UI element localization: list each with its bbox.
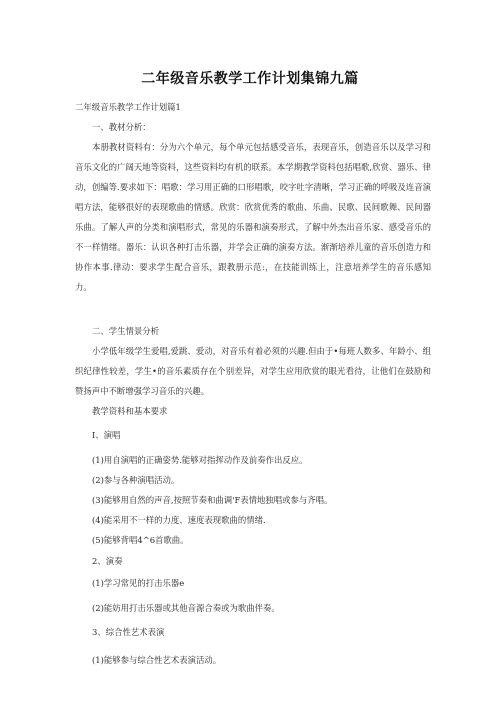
section3-heading: 教学资料和基本要求: [92, 406, 168, 416]
document-title: 二年级音乐教学工作计划集锦九篇: [141, 71, 359, 87]
section1-heading: 一、教材分析：: [92, 122, 151, 132]
sub2-heading: 2、演奏: [92, 556, 123, 566]
sub3-heading: 3、综合性艺术表演: [92, 627, 165, 637]
section1-body: 本册教材资料有：分为六个单元，每个单元包括感受音乐，表现音乐，创造音乐以及学习和音乐文化的广阔天地等资料，这些资料均有机的联系。本学期教学资料包括唱歌,欣赏、器乐、律动，创编等.要求如下：唱歌：学习用正确的口形唱歌，咬字吐字清晰，学习正确的呼吸及连音演唱方法，能够很好的表现歌曲的情感。欣赏：欣赏优秀的歌曲、乐曲、民歌、民间歌舞、民间器乐曲。了解人声的分类和演唱形式，常见的乐器和演奏形式，了解中外杰出音乐家、感受音乐的不一样情绪。器乐：认识各种打击乐器，并学会正确的演奏方法。渐渐培养儿童的音乐创造力和协作本事.律动：要求学生配合音乐，跟教册示范:，在技能训练上，注意培养学生的音乐感知力。: [75, 142, 431, 292]
sub2-item: (2)能妨用打击乐器或其他音源合奏或为歌曲伴奏。: [92, 603, 280, 613]
sub1-item: (2)参与各种演唱活动。: [92, 475, 180, 485]
sub1-item: (3)能够用自然的声音,按照节奏和曲调'F表情地独唱或参与齐唱。: [92, 495, 333, 505]
sub2-item: (1)学习常见的打击乐器e: [92, 578, 185, 588]
sub1-item: (4)能采用不一样的力度、速度表现歌曲的情绪.: [92, 515, 266, 525]
section2-body: 小学低年级学生爱唱,爱跳、爱动，对音乐有着必须的兴趣.但由于•每班人数多、年龄小、组织纪律性较差，学生•的音乐素质存在个别差异，对学生应用欣赏的眼光看待，让他们在鼓励和赞扬声中不断增强学习音乐的兴趣。: [75, 346, 431, 396]
sub3-item: (1)能够参与综合性艺术表演活动。: [92, 655, 222, 665]
sub1-item: (5)能够背唱4^6首歌曲。: [92, 535, 189, 545]
sub1-item: (1)用自演唱的正确姿势.能够对指挥动作及前奏作出反应。: [92, 455, 308, 465]
document-subtitle: 二年级音乐教学工作计划篇1: [75, 102, 181, 112]
sub1-heading: I、演唱: [92, 430, 121, 440]
section2-heading: 二、学生情景分析: [92, 326, 159, 336]
